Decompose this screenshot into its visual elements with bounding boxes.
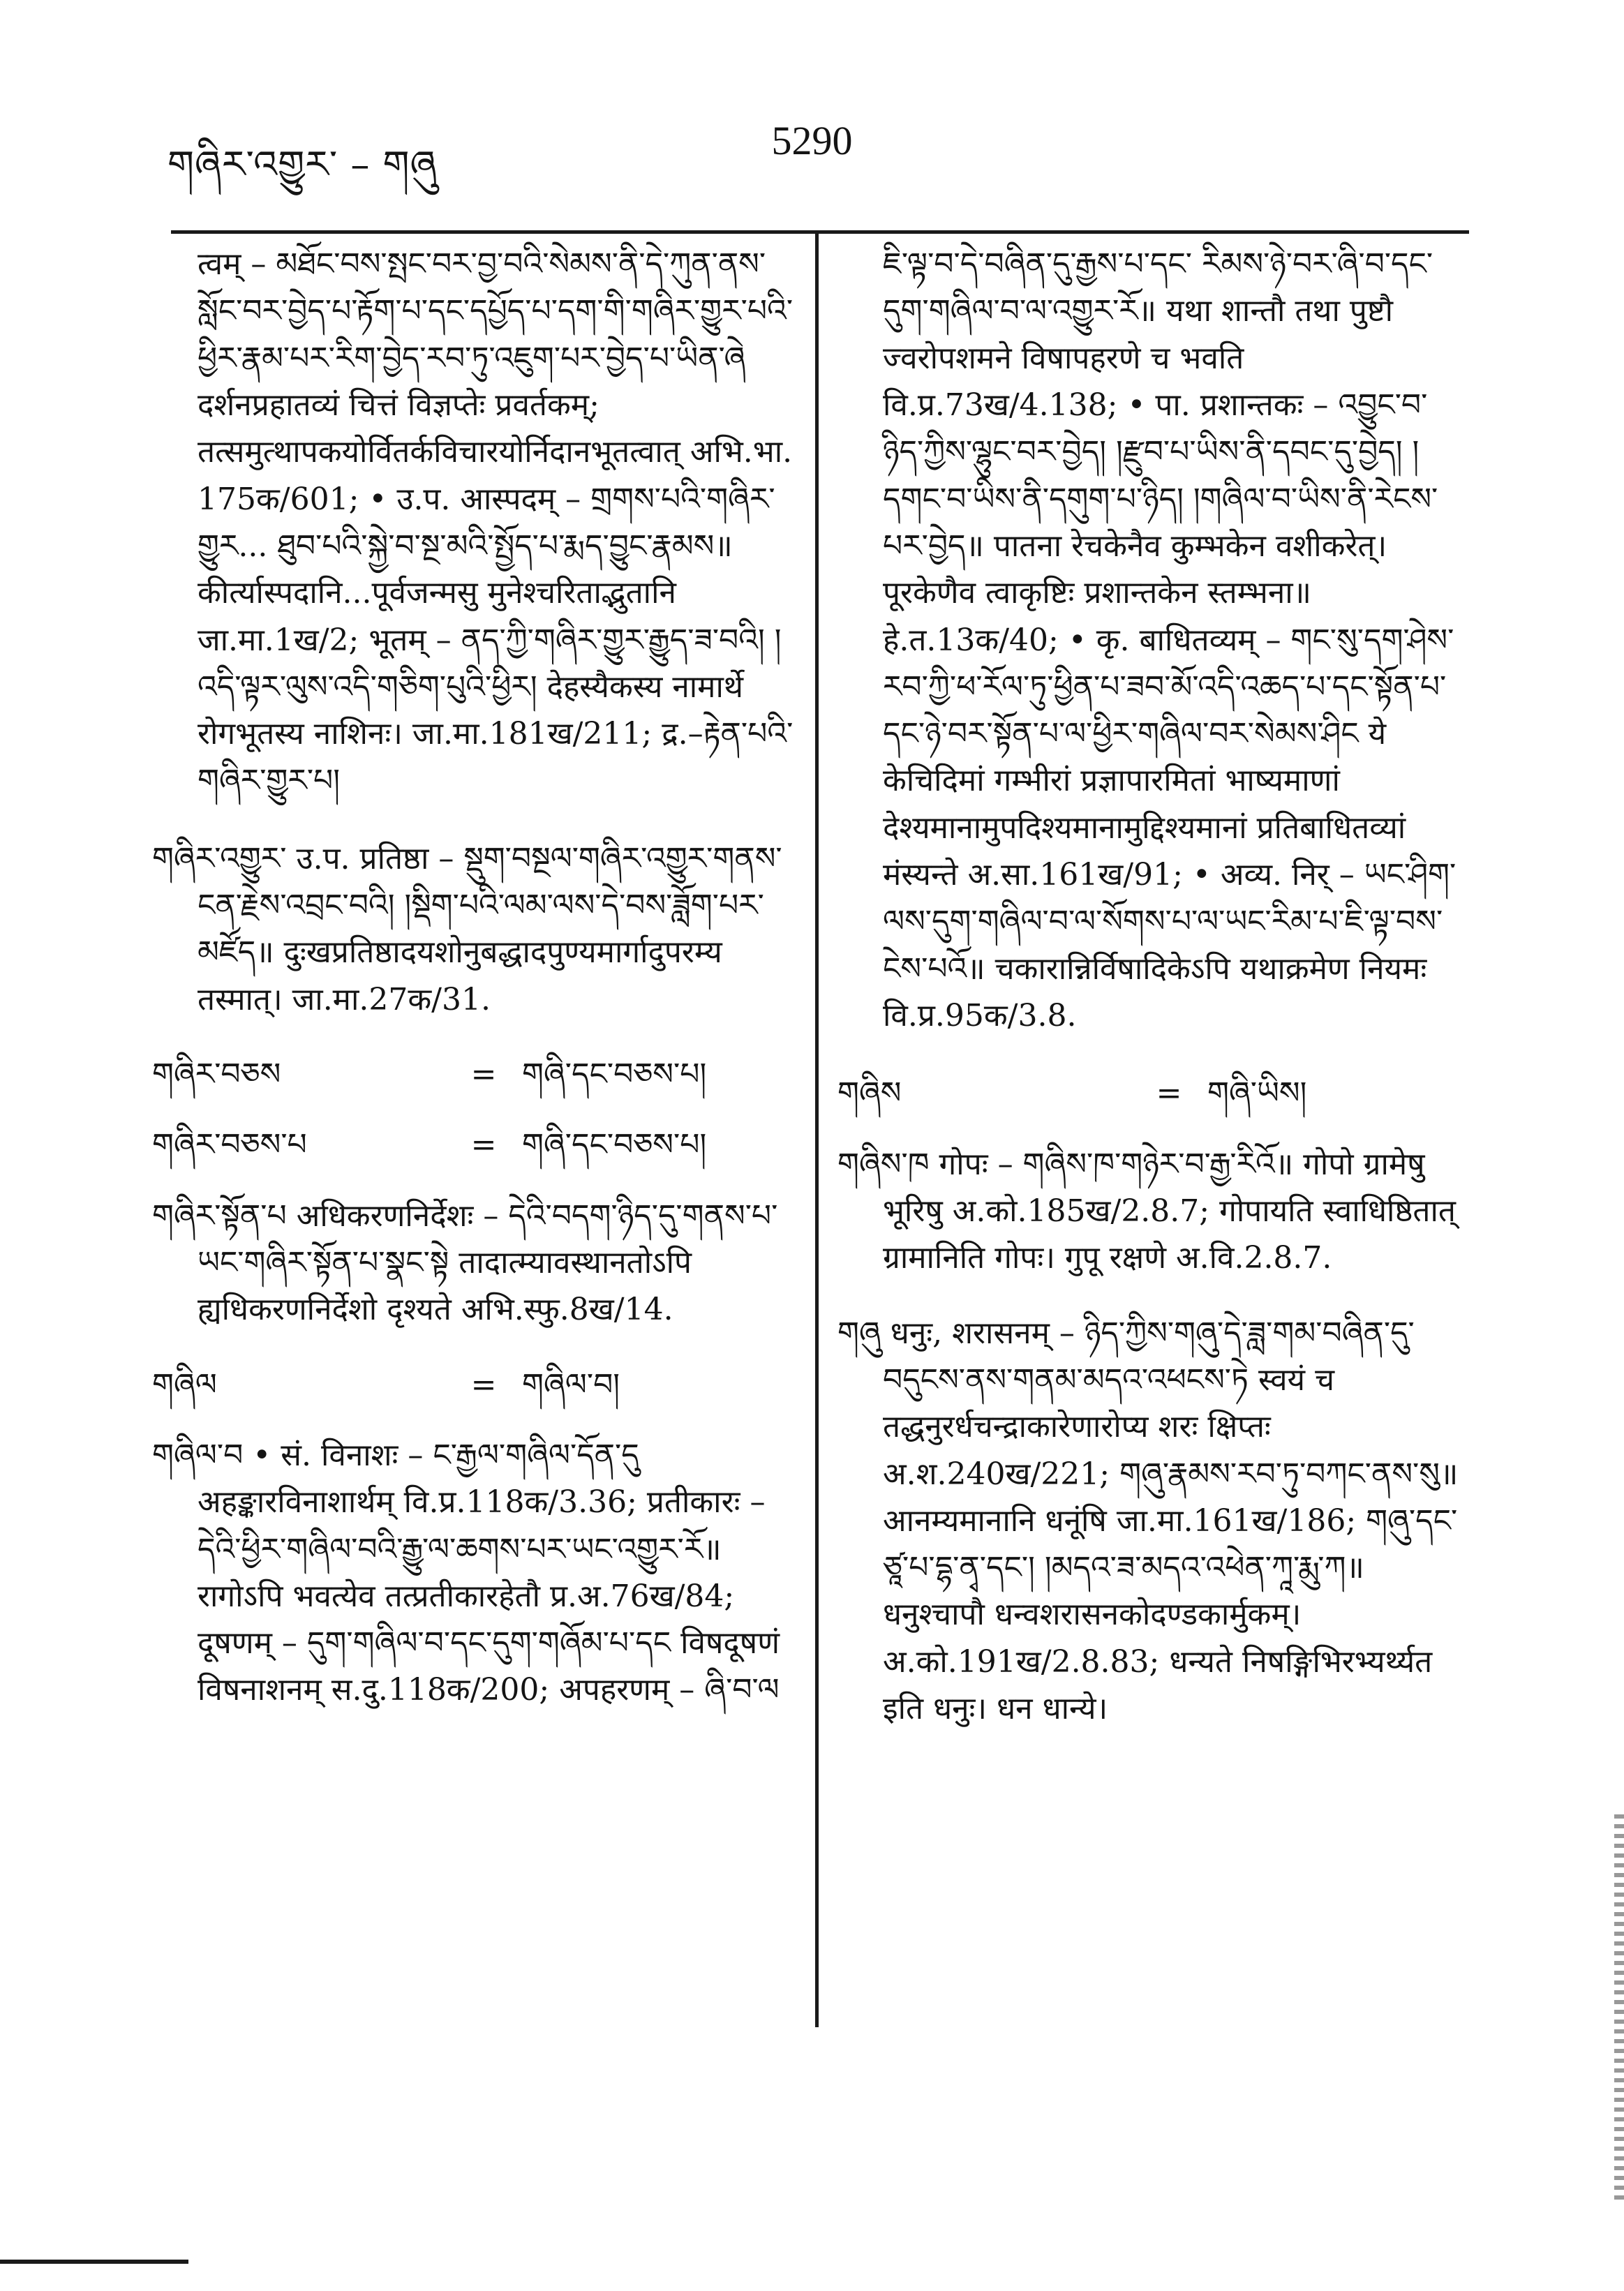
entry-text: • सं. विनाशः – ང་རྒྱལ་གཞིལ་དོན་དུ अहङ्कारविनाशार्थम् वि.प्र.118क/3.36; प्रतीकारः – དེའི་ཕྱིར་གཞིལ་བའི་རྒྱུ་ལ་ཆགས་པར་ཡང་འགྱུར་རོ॥ रागोऽपि भवत्येव तत्प्रतीकारहेतौ प्र.अ.76ख/84; दूषणम् – དུག་གཞིལ་བ་དང་དུག་གཞོམ་པ་དང विषदूषणं विषनाशनम् स.दु.118क/200; अपहरणम् – ཞི་བ་ལ (198, 1437, 780, 1708)
cross-reference (152, 1051, 801, 1098)
xref-target: གཞི་ཡིས། (1207, 1075, 1307, 1112)
cross-reference (152, 1361, 801, 1408)
continued-entry: त्वम् – མཐོང་བས་སྤང་བར་བྱ་བའི་སེམས་ནི་དེ་ཀུན་ནས་སློང་བར་བྱེད་པ་རྟོག་པ་དང་དཔྱོད་པ་དག་གི་གཞིར་གྱུར་པའི་ཕྱིར་རྣམ་པར་རིག་བྱེད་རབ་ཏུ་འཇུག་པར་བྱེད་པ་ཡིན་ཞེ दर्शनप्रहातव्यं चित्तं विज्ञप्तेः प्रवर्तकम्; तत्समुत्थापकयोर्वितर्कविचारयोर्निदानभूतत्वात् अभि.भा. 175क/601; • उ.प. आस्पदम् – གྲགས་པའི་གཞིར་གྱུར... ཐུབ་པའི་སྐྱེ་བ་སྔ་མའི་སྤྱོད་པ་རྨད་བྱུང་རྣམས॥ कीर्त्यास्पदानि...पूर्वजन्मसु मुनेश्चरिताद्भुतानि जा.मा.1ख/2; भूतम् – ནད་ཀྱི་གཞིར་གྱུར་རྒྱུད་ཟ་བའི། །འདི་ལྟར་ལུས་འདི་གཅིག་པུའི་ཕྱིར། देहस्यैकस्य नामार्थे रोगभूतस्य नाशिनः। जा.मा.181ख/211; द्र.–རྟེན་པའི་གཞིར་གྱུར་པ། (198, 246, 794, 799)
cross-reference (152, 1121, 801, 1168)
headword: གཞིས (837, 1075, 902, 1112)
entry-text: उ.प. प्रतिष्ठा – སྡུག་བསྔལ་གཞིར་འགྱུར་གནས་ངན་རྗེས་འབྲང་བའི། །སྡིག་པའི་ལམ་ལས་དེ་བས་ཟློག་པར་མཛོད॥ दुःखप्रतिष्ठादयशोनुबद्धादपुण्यमार्गादुपरम्य तस्मात्। जा.मा.27क/31. (198, 840, 782, 1017)
header-rule (171, 230, 1469, 234)
entry-text: गोपः – གཞིས་ཁ་གཉེར་བ་རྒྱ་རིའོ॥ गोपो ग्रामेषु भूरिषु अ.को.185ख/2.8.7; गोपायति स्वाधिष्ठितात् ग्रामानिति गोपः। गुपू रक्षणे अ.वि.2.8.7. (883, 1146, 1456, 1276)
headword: གཞིར་སྟོན་པ (152, 1197, 287, 1234)
entry-text: अधिकरणनिर्देशः – དེའི་བདག་ཉིད་དུ་གནས་པ་ཡང་གཞིར་སྟོན་པ་སྣང་སྟེ तादात्म्यावस्थानतोऽपि ह्यधिकरणनिर्देशो दृश्यते अभि.स्फु.8ख/14. (198, 1197, 778, 1328)
equals-sign: = (470, 1057, 497, 1092)
dictionary-entry (837, 1141, 1466, 1282)
equals-sign: = (470, 1127, 497, 1163)
dictionary-entry (152, 1432, 801, 1714)
headword: གཞིར་བཅས་པ (152, 1127, 307, 1163)
headword: གཞིར་བཅས (152, 1057, 281, 1092)
continued-entry: ཇི་ལྟ་བ་དེ་བཞིན་དུ་རྒྱས་པ་དང་ རིམས་ཉེ་བར་ཞི་བ་དང་དུག་གཞིལ་བ་ལ་འགྱུར་རོ॥ यथा शान्तौ तथा पुष्टौ ज्वरोपशमने विषापहरणे च भवति वि.प्र.73ख/4.138; • पा. प्रशान्तकः – འབྱུང་བ་ཉིད་ཀྱིས་ལྷུང་བར་བྱེད། །རྫུབ་པ་ཡིས་ནི་དབང་དུ་བྱེད། །དགང་བ་ཡིས་ནི་དགུག་པ་ཉིད། །གཞིལ་བ་ཡིས་ནི་རེངས་པར་བྱེད॥ पातना रेचकेनैव कुम्भकेन वशीकरेत्। पूरकेणैव त्वाकृष्टिः प्रशान्तकेन स्तम्भना॥ हे.त.13क/40; • कृ. बाधितव्यम् – གང་སུ་དག་ཤེས་རབ་ཀྱི་ཕ་རོལ་ཏུ་ཕྱིན་པ་ཟབ་མོ་འདི་འཆད་པ་དང་སྟོན་པ་དང་ཉེ་བར་སྟོན་པ་ལ་ཕྱིར་གཞིལ་བར་སེམས་ཤིང ये केचिदिमां गम्भीरां प्रज्ञापारमितां भाष्यमाणां देश्यमानामुपदिश्यमानामुद्दिश्यमानां प्रतिबाधितव्यां मंस्यन्ते अ.सा.161ख/91; • अव्य. निर् – ཡང་ཤིག་ལས་དུག་གཞིལ་བ་ལ་སོགས་པ་ལ་ཡང་རིམ་པ་ཇི་ལྟ་བས་ངེས་པའོ॥ चकारान्निर्विषादिकेऽपि यथाक्रमेण नियमः वि.प्र.95क/3.8. (883, 246, 1457, 1033)
dictionary-entry (152, 1193, 801, 1334)
column-divider (815, 234, 819, 2027)
xref-target: གཞི་དང་བཅས་པ། (522, 1057, 707, 1092)
headword: གཞིས་ཁ (837, 1146, 930, 1182)
page-number: 5290 (771, 118, 853, 163)
headword: གཞུ (837, 1315, 881, 1351)
scan-edge-artifact (1614, 1814, 1624, 2205)
headword: གཞིལ་བ (152, 1437, 244, 1473)
running-head: གཞིར་འགྱུར་ – གཞུ (167, 142, 438, 186)
dictionary-entry (837, 1310, 1466, 1733)
headword: གཞིལ (152, 1366, 217, 1403)
cross-reference (837, 1070, 1466, 1117)
dictionary-entry (152, 835, 801, 1023)
xref-target: གཞིལ་བ། (522, 1366, 620, 1403)
right-column (837, 241, 1466, 1747)
left-column (152, 241, 801, 1729)
headword: གཞིར་འགྱུར་ (152, 840, 287, 876)
equals-sign: = (1156, 1075, 1182, 1112)
footer-rule (0, 2260, 188, 2264)
xref-target: གཞི་དང་བཅས་པ། (522, 1127, 707, 1163)
equals-sign: = (470, 1366, 497, 1403)
entry-text: धनुः, शरासनम् – ཉིད་ཀྱིས་གཞུ་དེ་ཟླ་གམ་བཞིན་དུ་བདུངས་ནས་གནམ་མདའ་འཕངས་ཏེ स्वयं च तद्धनुरर्धचन्द्राकारेणारोप्य शरः क्षिप्तः अ.श.240ख/221; གཞུ་རྣམས་རབ་ཏུ་བཀང་ནས་སུ॥ आनम्यमानानि धनूंषि जा.मा.161ख/186; གཞུ་དང་ཙཱ་པ་དྷ་ནྭ་དང་། །མདའ་ཟ་མདའ་འཕེན་ཀཱ་རྨུ་ཀ॥ धनुश्चापौ धन्वशरासनकोदण्डकार्मुकम्। अ.को.191ख/2.8.83; धन्यते निषङ्गिभिरभ्यर्थ्यत इति धनुः। धन धान्ये। (883, 1315, 1459, 1727)
